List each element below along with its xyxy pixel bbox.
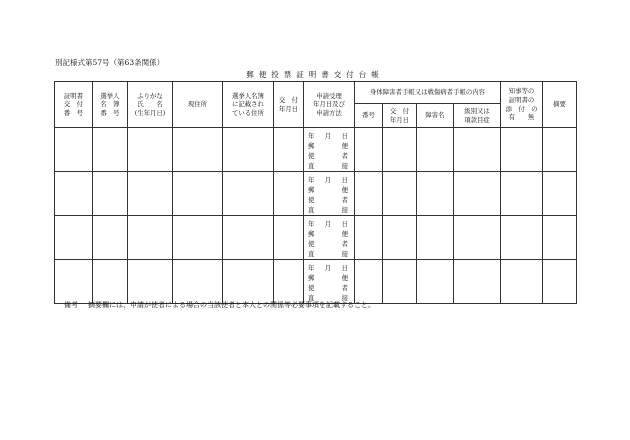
application-method-line4 [304, 249, 354, 259]
entry-cell[interactable] [501, 260, 543, 304]
entry-cell[interactable] [417, 216, 454, 260]
entry-cell[interactable] [383, 172, 417, 216]
entry-cell[interactable] [383, 216, 417, 260]
application-method-char: 日 [341, 264, 348, 272]
entry-cell[interactable] [454, 172, 501, 216]
application-method-line2 [304, 273, 354, 283]
application-method-char: 郵 [308, 230, 315, 238]
application-method-cell[interactable] [304, 216, 355, 260]
entry-cell[interactable] [128, 128, 173, 172]
entry-cell[interactable] [274, 172, 304, 216]
application-method-line1 [304, 263, 354, 273]
application-method-char: 月 [324, 132, 332, 140]
entry-cell[interactable] [454, 260, 501, 304]
application-method-char: 直 [308, 162, 315, 170]
entry-cell[interactable] [274, 260, 304, 304]
header-remarks: 摘要 [543, 82, 577, 128]
entry-cell[interactable] [128, 216, 173, 260]
application-method-char: 便 [341, 186, 348, 194]
ledger-table [54, 81, 577, 304]
application-method-char: 者 [341, 284, 348, 292]
entry-cell[interactable] [223, 260, 274, 304]
ledger-row [55, 216, 577, 260]
entry-cell[interactable] [55, 216, 93, 260]
ledger-row [55, 128, 577, 172]
entry-cell[interactable] [355, 128, 383, 172]
header-registered-address: 選挙人名簿 に記載され ている住所 [223, 82, 274, 128]
application-method-char: 年 [308, 176, 315, 184]
entry-cell[interactable] [383, 128, 417, 172]
footnote [64, 300, 375, 310]
application-method-char: 月 [324, 264, 332, 272]
header-issue-date: 交 付 年月日 [274, 82, 304, 128]
entry-cell[interactable] [417, 172, 454, 216]
header-application: 申請受理 年月日及び 申請方法 [304, 82, 355, 128]
entry-cell[interactable] [173, 172, 223, 216]
entry-cell[interactable] [173, 260, 223, 304]
application-method-char: 便 [341, 274, 348, 282]
application-method-char: 使 [308, 240, 315, 248]
application-method-char: 便 [341, 142, 348, 150]
application-method-line4 [304, 205, 354, 215]
application-method-char: 者 [341, 152, 348, 160]
entry-cell[interactable] [274, 128, 304, 172]
document-title: 郵便投票証明書交付台帳 [246, 70, 384, 79]
entry-cell[interactable] [501, 128, 543, 172]
application-method-char: 月 [324, 176, 332, 184]
form-number-label: 別記様式第57号（第63条関係） [55, 58, 165, 67]
ledger-body [55, 128, 577, 304]
entry-cell[interactable] [454, 216, 501, 260]
header-hb-number: 番号 [355, 104, 383, 128]
application-method-line1 [304, 131, 354, 141]
entry-cell[interactable] [223, 216, 274, 260]
application-method-line4 [304, 161, 354, 171]
application-method-char: 郵 [308, 142, 315, 150]
entry-cell[interactable] [355, 216, 383, 260]
entry-cell[interactable] [55, 260, 93, 304]
header-elector-no: 選挙人 名 簿 番 号 [93, 82, 128, 128]
application-method-char: 直 [308, 206, 315, 214]
entry-cell[interactable] [454, 128, 501, 172]
entry-cell[interactable] [223, 128, 274, 172]
application-method-line1 [304, 175, 354, 185]
footnote-text: 摘要欄には、申請が使者による場合の当該使者と本人との関係等必要事項を記載すること。 [88, 301, 375, 309]
entry-cell[interactable] [355, 260, 383, 304]
application-method-char: 使 [308, 284, 315, 292]
application-method-line2 [304, 185, 354, 195]
application-method-char: 者 [341, 240, 348, 248]
header-hb-issue-date: 交 付 年月日 [383, 104, 417, 128]
application-method-line3 [304, 195, 354, 205]
entry-cell[interactable] [543, 260, 577, 304]
entry-cell[interactable] [93, 128, 128, 172]
application-method-char: 郵 [308, 274, 315, 282]
application-method-char: 日 [341, 220, 348, 228]
application-method-char: 接 [341, 294, 348, 302]
application-method-char: 日 [341, 132, 348, 140]
application-method-char: 接 [341, 250, 348, 258]
entry-cell[interactable] [543, 216, 577, 260]
application-method-line3 [304, 239, 354, 249]
entry-cell[interactable] [543, 128, 577, 172]
entry-cell[interactable] [128, 260, 173, 304]
application-method-char: 年 [308, 220, 315, 228]
entry-cell[interactable] [501, 216, 543, 260]
application-method-line2 [304, 141, 354, 151]
header-address: 現住所 [173, 82, 223, 128]
application-method-cell[interactable] [304, 260, 355, 304]
entry-cell[interactable] [417, 260, 454, 304]
entry-cell[interactable] [173, 216, 223, 260]
application-method-cell[interactable] [304, 172, 355, 216]
application-method-char: 年 [308, 264, 315, 272]
entry-cell[interactable] [128, 172, 173, 216]
application-method-line3 [304, 283, 354, 293]
application-method-char: 接 [341, 162, 348, 170]
header-cert-no: 証明書 交 付 番 号 [55, 82, 93, 128]
application-method-char: 年 [308, 132, 315, 140]
entry-cell[interactable] [543, 172, 577, 216]
application-method-char: 月 [324, 220, 332, 228]
entry-cell[interactable] [355, 172, 383, 216]
header-handbook-group: 身体障害者手帳又は戦傷病者手帳の内容 [355, 82, 501, 104]
application-method-char: 日 [341, 176, 348, 184]
entry-cell[interactable] [93, 216, 128, 260]
header-hb-grade: 級別又は 項款目症 [454, 104, 501, 128]
application-method-char: 接 [341, 206, 348, 214]
entry-cell[interactable] [383, 260, 417, 304]
application-method-line1 [304, 219, 354, 229]
header-hb-disability: 障害名 [417, 104, 454, 128]
application-method-char: 便 [341, 230, 348, 238]
entry-cell[interactable] [223, 172, 274, 216]
header-furigana-name: ふりがな 氏 名 (生年月日) [128, 82, 173, 128]
entry-cell[interactable] [93, 172, 128, 216]
application-method-char: 者 [341, 196, 348, 204]
entry-cell[interactable] [55, 128, 93, 172]
entry-cell[interactable] [55, 172, 93, 216]
footnote-label: 備考 [64, 301, 78, 309]
ledger-row [55, 260, 577, 304]
entry-cell[interactable] [274, 216, 304, 260]
entry-cell[interactable] [501, 172, 543, 216]
application-method-line3 [304, 151, 354, 161]
header-governor-cert: 知事等の 証明書の 添 付 の 有 無 [501, 82, 543, 128]
application-method-char: 使 [308, 196, 315, 204]
application-method-line2 [304, 229, 354, 239]
entry-cell[interactable] [173, 128, 223, 172]
application-method-char: 直 [308, 294, 315, 302]
entry-cell[interactable] [417, 128, 454, 172]
application-method-char: 使 [308, 152, 315, 160]
application-method-cell[interactable] [304, 128, 355, 172]
application-method-char: 直 [308, 250, 315, 258]
ledger-row [55, 172, 577, 216]
application-method-char: 郵 [308, 186, 315, 194]
entry-cell[interactable] [93, 260, 128, 304]
